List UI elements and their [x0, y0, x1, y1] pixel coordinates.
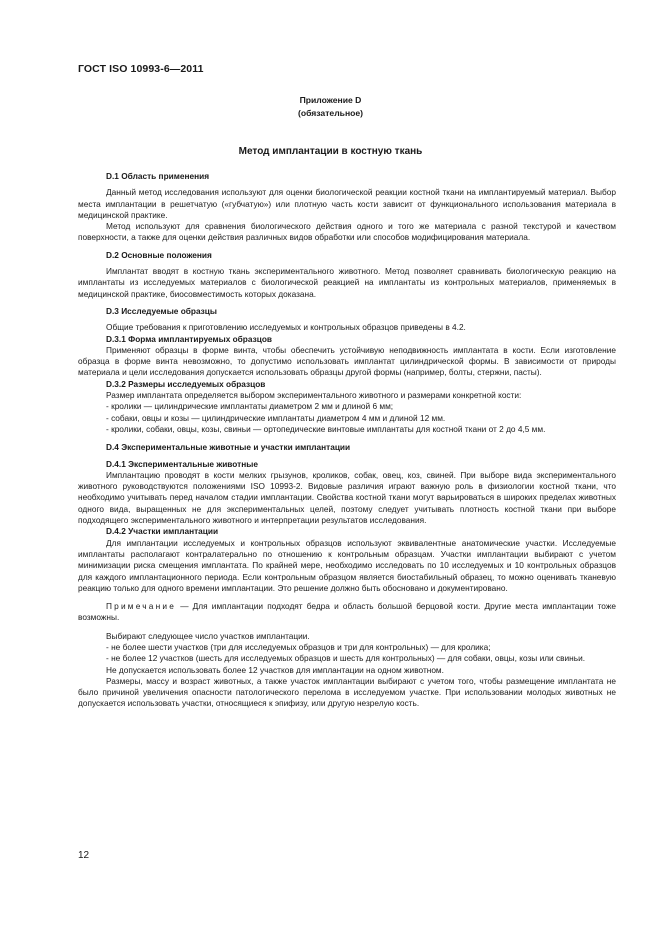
- annex-status: (обязательное): [297, 108, 364, 118]
- paragraph: Не допускается использовать более 12 участков для имплантации на одном животном.: [106, 664, 444, 675]
- section-heading-d3: D.3 Исследуемые образцы: [106, 305, 217, 316]
- subsection-heading-d32: D.3.2 Размеры исследуемых образцов: [106, 378, 266, 389]
- paragraph: Размер имплантата определяется выбором экспериментального животного и размерами конкретной кости:: [106, 390, 522, 401]
- list-item: - кролики, собаки, овцы, козы, свиньи — ортопедические винтовые имплантаты для костной ткани от 2 до 4,5 мм.: [106, 423, 546, 434]
- page-number: 12: [78, 850, 90, 861]
- paragraph: Размеры, массу и возраст животных, а также участок имплантации выбирают с учетом того, чтобы размещение имплантата не было причиной увеличения опасности патологического перелома в исследуемом участке. При использовании молодых животных не допускается использовать участки, относящиеся к эпифизу, или другую незрелую кость.: [78, 675, 616, 709]
- document-id: ГОСТ ISO 10993-6—2011: [78, 63, 204, 75]
- section-heading-d4: D.4 Экспериментальные животные и участки имплантации: [106, 442, 351, 453]
- list-item: - не более 12 участков (шесть для исследуемых образцов и шесть для контрольных) — для собаки, овцы, козы или свиньи.: [106, 653, 586, 664]
- annex-title: Приложение D: [299, 95, 362, 105]
- section-heading-d2: D.2 Основные положения: [106, 249, 212, 260]
- note: [78, 601, 616, 624]
- subsection-heading-d41: D.4.1 Экспериментальные животные: [106, 458, 258, 469]
- list-item: - кролики — цилиндрические имплантаты диаметром 2 мм и длиной 6 мм;: [106, 401, 394, 412]
- list-item: - не более шести участков (три для исследуемых образцов и три для контрольных) — для кролика;: [106, 641, 491, 652]
- subsection-heading-d31: D.3.1 Форма имплантируемых образцов: [106, 333, 272, 344]
- paragraph: Для имплантации исследуемых и контрольных образцов используют эквивалентные анатомические участки. Исследуемые имплантаты располагают контралатерально по отношению к контрольным образцам. Участки имплантации выбирают с учетом минимизации риска смещения имплантата. По крайней мере, необходимо исследовать по 10 исследуемых и 10 контрольных образцов для каждого имплантационного периода. Если контрольным образцом является биостабильный образец, то можно оценивать тканевую реакцию только для одного времени имплантации. Это решение должно быть обосновано и документировано.: [78, 537, 616, 593]
- paragraph: Применяют образцы в форме винта, чтобы обеспечить устойчивую неподвижность имплантата в кости. Если изготовление образца в форме винта невозможно, то допустимо использовать имплантат цилиндрической формы. В зависимости от природы материала и цели исследования допускается использовать образцы другой формы (например, болты, стержни, пасты).: [78, 344, 616, 378]
- paragraph: Метод используют для сравнения биологического действия одного и того же материала с разной текстурой и качеством поверхности, а также для оценки действия различных видов обработки или способов модифицирования материала.: [78, 221, 616, 243]
- paragraph: Данный метод исследования используют для оценки биологической реакции костной ткани на имплантируемый материал. Выбор места имплантации в решетчатую («губчатую») или плотную часть кости зависит от функционального использования материала в медицинской практике.: [78, 187, 616, 220]
- note-label: Примечание: [106, 601, 177, 612]
- list-item: - собаки, овцы и козы — цилиндрические имплантаты диаметром 4 мм и длиной 12 мм.: [106, 412, 446, 423]
- paragraph: Имплантацию проводят в кости мелких грызунов, кроликов, собак, овец, коз, свиней. При выборе вида экспериментального животного руководствуются положениями ISO 10993-2. Видовые различия играют важную роль в физиологии костной ткани, что необходимо учитывать перед началом стадии имплантации. Свойства костной ткани могут варьироваться в широких пределах животных одного вида, выращенных не для экспериментальных целей, поэтому следует учитывать плотность костной ткани при выборе подходящего экспериментального животного и интерпретации результатов исследования.: [78, 469, 616, 526]
- section-heading-d1: D.1 Область применения: [106, 171, 210, 181]
- note-text: — Для имплантации подходят бедра и область большой берцовой кости. Другие места имплантации тоже возможны.: [78, 601, 616, 623]
- paragraph: Выбирают следующее число участков имплантации.: [106, 630, 310, 641]
- subsection-heading-d42: D.4.2 Участки имплантации: [106, 526, 219, 537]
- paragraph: Имплантат вводят в костную ткань экспериментального животного. Метод позволяет сравнивать биологическую реакцию на имплантаты из исследуемых материалов с биологической реакцией на имплантаты из контрольных материалов, применяемых в медицинской практике, биосовместимость которых доказана.: [78, 266, 616, 299]
- paragraph: Общие требования к приготовлению исследуемых и контрольных образцов приведены в 4.2.: [106, 322, 466, 333]
- main-title: Метод имплантации в костную ткань: [238, 146, 423, 157]
- document-body: [78, 171, 616, 710]
